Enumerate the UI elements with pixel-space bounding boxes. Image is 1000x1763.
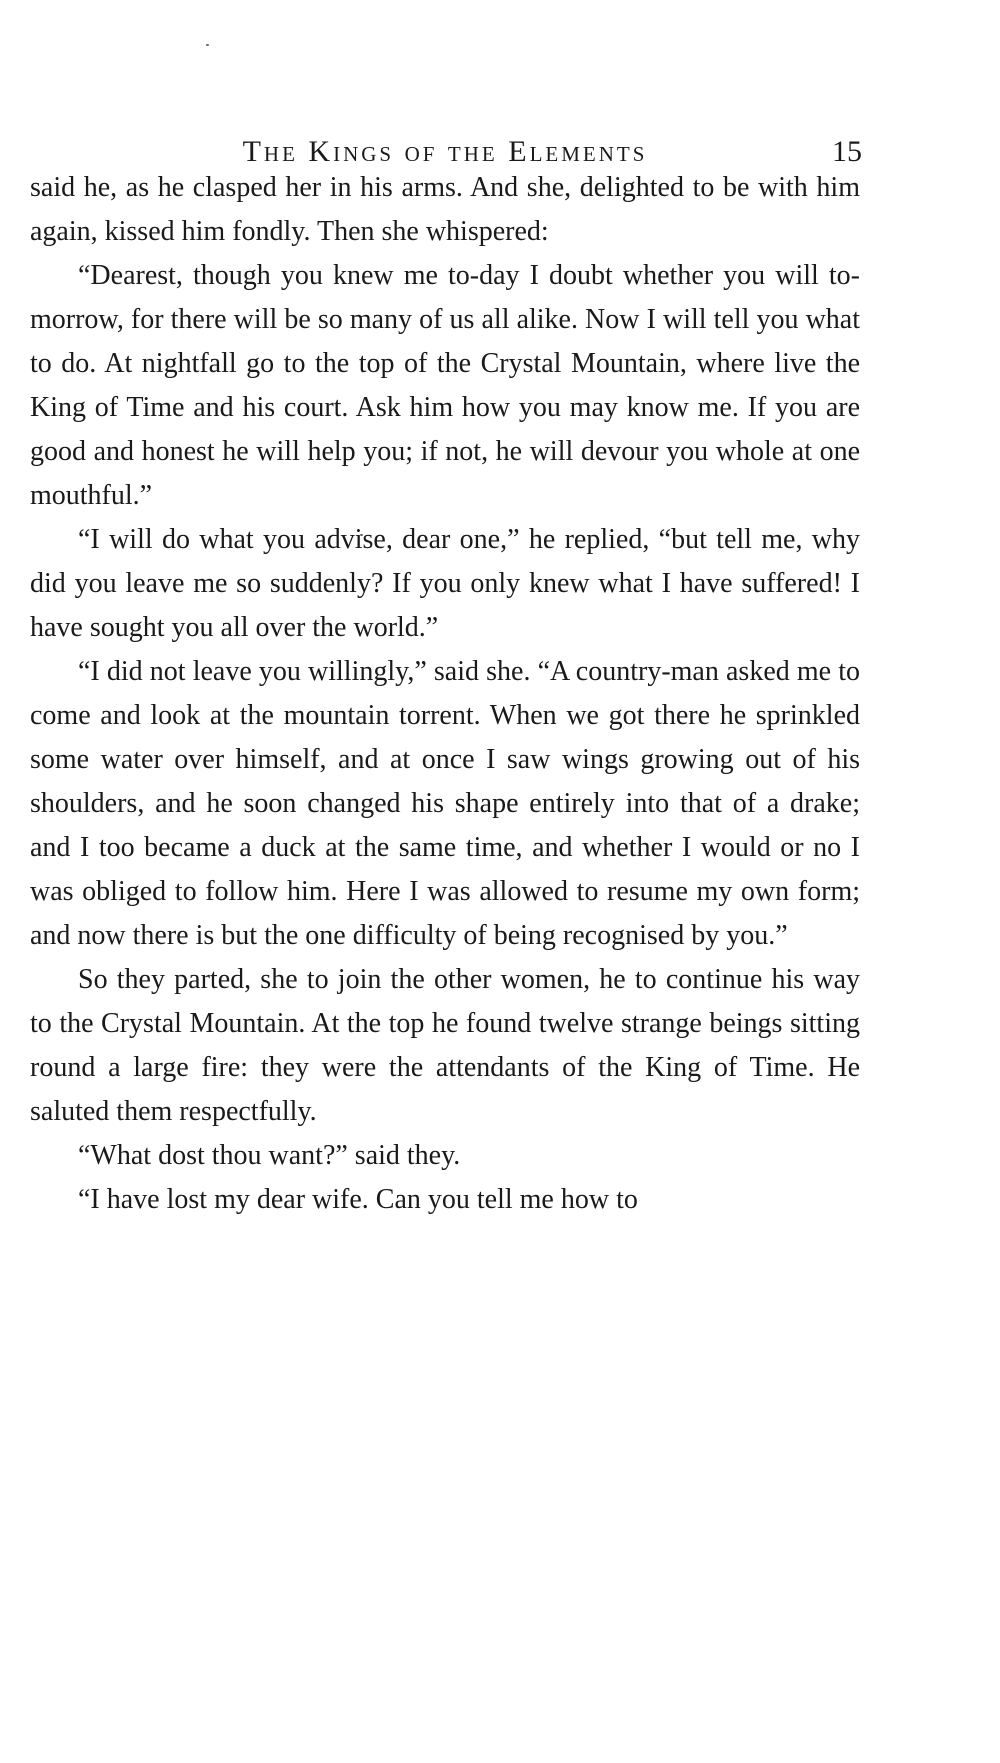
paragraph: said he, as he clasped her in his arms. And she, delighted to be with him again, kissed him fondly. Then she whispered: <box>30 172 860 247</box>
paragraph: “I have lost my dear wife. Can you tell me how to <box>78 1184 638 1215</box>
paragraph: “I did not leave you willingly,” said she. “A country-man asked me to come and look at the mountain torrent. When we got there he sprinkled some water over himself, and at once I saw wings growing out of his shoulders, and he soon changed his shape entirely into that of a drake; and I too became a duck at the same time, and whether I would or no I was obliged to follow him. Here I was allowed to resume my own form; and now there is but the one difficulty of being recognised by you.” <box>30 656 860 951</box>
paragraph: “What dost thou want?” said they. <box>78 1140 461 1171</box>
ink-speck <box>206 44 209 46</box>
paragraph: “Dearest, though you knew me to-day I doubt whether you will to-morrow, for there will be so many of us all alike. Now I will tell you what to do. At nightfall go to the top of the Crystal Mountain, where live the King of Time and his court. Ask him how you may know me. If you are good and honest he will help you; if not, he will devour you whole at one mouthful.” <box>30 260 860 511</box>
paragraph: “I will do what you advise, dear one,” he replied, “but tell me, why did you leave me so suddenly? If you only knew what I have suffered! I have sought you all over the world.” <box>30 524 860 643</box>
body-text <box>30 166 860 1222</box>
page-number: 15 <box>832 135 862 168</box>
paragraph: So they parted, she to join the other women, he to continue his way to the Crystal Mountain. At the top he found twelve strange beings sitting round a large fire: they were the attendants of the King of Time. He saluted them respectfully. <box>30 964 860 1127</box>
running-title: The Kings of the Elements <box>242 135 648 168</box>
